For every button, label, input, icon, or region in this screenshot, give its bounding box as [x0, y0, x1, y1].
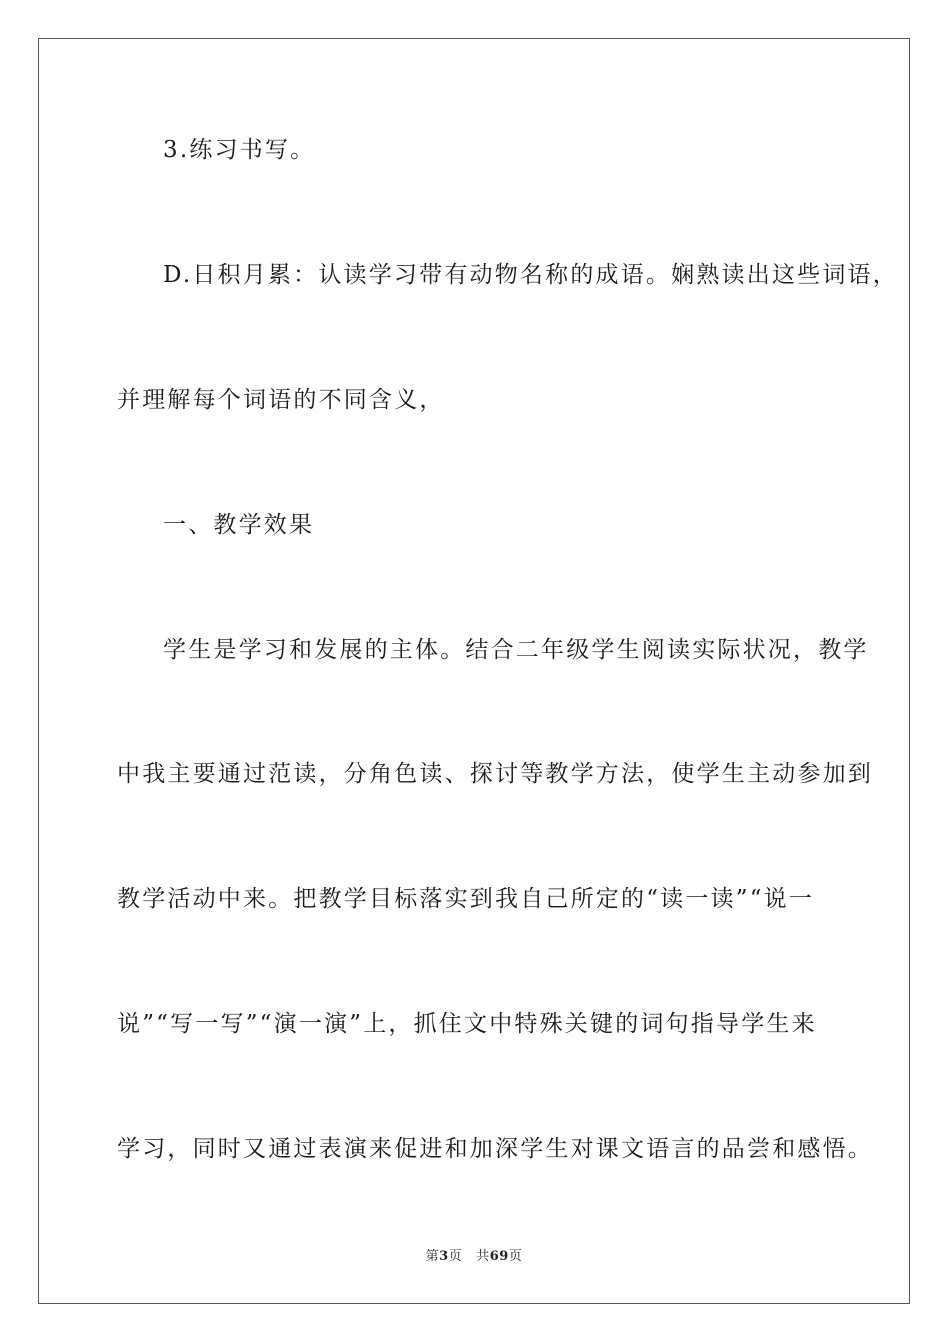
- paragraph-line: 中我主要通过范读，分角色读、探讨等教学方法，使学生主动参加到: [117, 761, 873, 787]
- paragraph-line: 学生是学习和发展的主体。结合二年级学生阅读实际状况，教学: [163, 637, 869, 663]
- total-pages: 69: [489, 1249, 509, 1264]
- paragraph-line: 学习，同时又通过表演来促进和加深学生对课文语言的品尝和感悟。: [117, 1136, 873, 1162]
- paragraph-line: 教学活动中来。把教学目标落实到我自己所定的“读一读”“说一: [117, 886, 815, 912]
- total-prefix: 共: [476, 1249, 490, 1264]
- page-suffix: 页: [448, 1249, 463, 1264]
- section-heading: 一、教学效果: [163, 512, 315, 538]
- page-footer: [39, 1245, 909, 1264]
- paragraph-line: 说”“写一写”“演一演”上，抓住文中特殊关键的词句指导学生来: [117, 1011, 817, 1037]
- page-number: 3: [439, 1249, 449, 1264]
- page-prefix: 第: [425, 1249, 440, 1264]
- paragraph-line: 3.练习书写。: [163, 137, 316, 163]
- paragraph-line: D.日积月累：认读学习带有动物名称的成语。娴熟读出这些词语，: [163, 262, 898, 288]
- paragraph-line: 并理解每个词语的不同含义，: [117, 387, 445, 413]
- page-frame: [38, 38, 910, 1304]
- total-suffix: 页: [508, 1249, 523, 1264]
